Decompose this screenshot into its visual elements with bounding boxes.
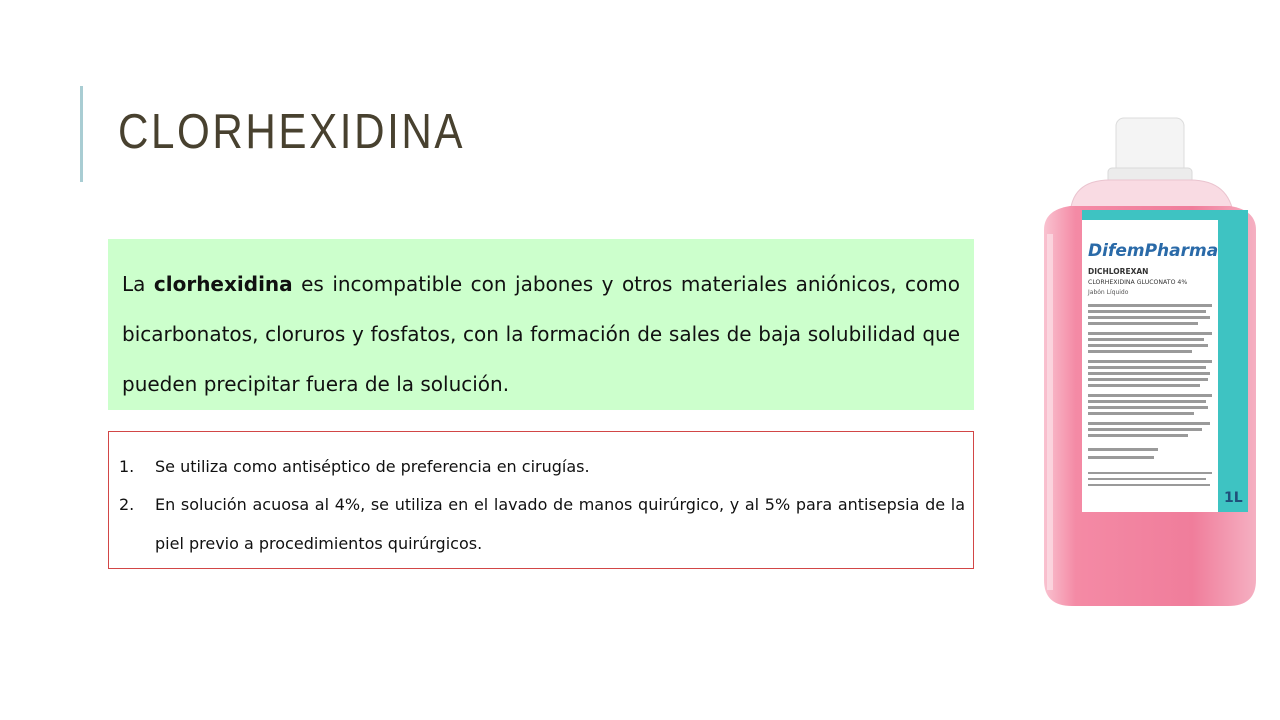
intro-textbox	[108, 239, 974, 410]
intro-bold-term: clorhexidina	[153, 272, 293, 296]
uses-list	[119, 444, 965, 563]
list-item-number: 2.	[119, 495, 135, 514]
product-bottle-image	[1030, 110, 1270, 610]
list-item	[119, 485, 965, 563]
bottle-cap	[1116, 118, 1184, 176]
uses-list-box	[108, 431, 974, 569]
title-accent-bar	[80, 86, 83, 182]
product-subtitle: CLORHEXIDINA GLUCONATO 4%	[1088, 279, 1188, 286]
intro-paragraph	[122, 259, 960, 409]
list-item-text: Se utiliza como antiséptico de preferencia en cirugías.	[155, 457, 590, 476]
product-brand: DifemPharma	[1088, 241, 1219, 261]
list-item-number: 1.	[119, 457, 135, 476]
slide-title: CLORHEXIDINA	[118, 105, 466, 159]
product-name: DICHLOREXAN	[1088, 267, 1149, 276]
product-type: Jabón Líquido	[1088, 289, 1129, 296]
product-volume: 1L	[1224, 490, 1243, 506]
list-item-text: En solución acuosa al 4%, se utiliza en el lavado de manos quirúrgico, y al 5% para antisepsia de la piel previo a procedimientos quirúrgicos.	[155, 495, 965, 553]
list-item	[119, 444, 965, 490]
intro-pre: La	[122, 272, 154, 296]
intro-post: es incompatible con jabones y otros materiales aniónicos, como bicarbonatos, cloruros y fosfatos, con la formación de sales de baja solubilidad que pueden precipitar fuera de la solución.	[122, 272, 960, 396]
